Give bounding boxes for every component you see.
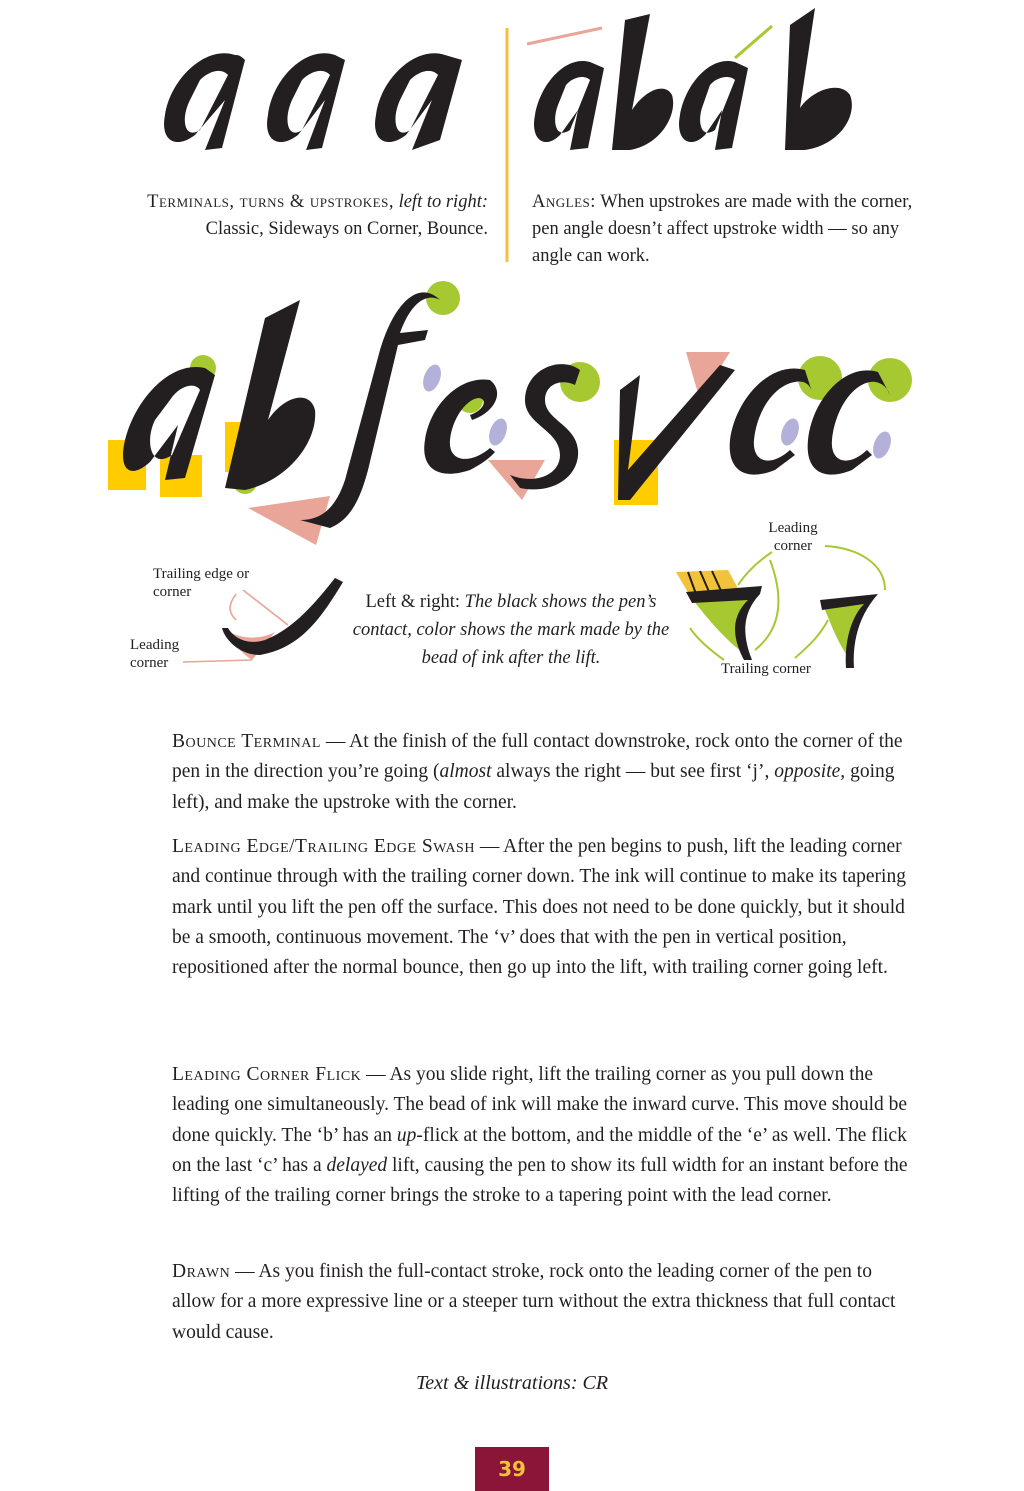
section-bounce-terminal: Bounce Terminal — At the finish of the full contact downstroke, rock onto the corner of the pen in the direction you’re going (almost always the right — but see first ‘j’, opposite, going left), and make the upstroke with the corner. [172,731,903,813]
angle-line-pink [527,28,602,44]
letters-aaa [164,53,462,150]
credit-line: Text & illustrations: CR [415,1372,609,1394]
label-trailing-edge: Trailing edge or corner [153,566,250,600]
label-trailing-corner-right: Trailing corner [721,661,811,677]
page-number: 39 [475,1447,549,1491]
section-drawn: Drawn — As you finish the full-contact stroke, rock onto the leading corner of the pen to allow for a more expressive line or a steeper turn without the extra thickness that full contact would cause. [172,1261,896,1343]
pen-nib-diagram [676,546,885,668]
color-markers [108,281,912,545]
section-leading-corner-flick: Leading Corner Flick — As you slide right, lift the trailing corner as you pull down the leading one simultaneously. The bead of ink will make the inward curve. This move should be done quickly. The ‘b’ has an up-flick at the bottom, and the middle of the ‘e’ as well. The flick on the last ‘c’ has a delayed lift, causing the pen to show its full width for an instant before the lifting of the trailing corner brings the stroke to a tapering point with the lead corner. [172,1064,908,1207]
center-note: Left & right: The black shows the pen’s contact, color shows the mark made by the bead of ink after the lift. [352,592,670,668]
label-leading-corner-right: Leading corner [768,520,818,554]
letters-abab [534,8,852,150]
caption-terminals: Terminals, turns & upstrokes, left to right: Classic, Sideways on Corner, Bounce. [147,192,488,239]
section-leading-trailing-swash: Leading Edge/Trailing Edge Swash — After the pen begins to push, lift the leading corner and continue through with the trailing corner down. The ink will continue to make its tapering mark until you lift the pen off the surface. This does not need to be done quickly, but it should be a smooth, continuous movement. The ‘v’ does that with the pen in vertical position, repositioned after the normal bounce, then go up into the lift, with trailing corner going left. [172,836,906,979]
label-leading-corner-left: Leading corner [130,637,180,671]
angle-line-green [735,26,772,58]
letters-abfesvcc [123,292,890,528]
caption-angles: Angles: When upstrokes are made with the corner, pen angle doesn’t affect upstroke width — so any angle can work. [532,192,913,266]
